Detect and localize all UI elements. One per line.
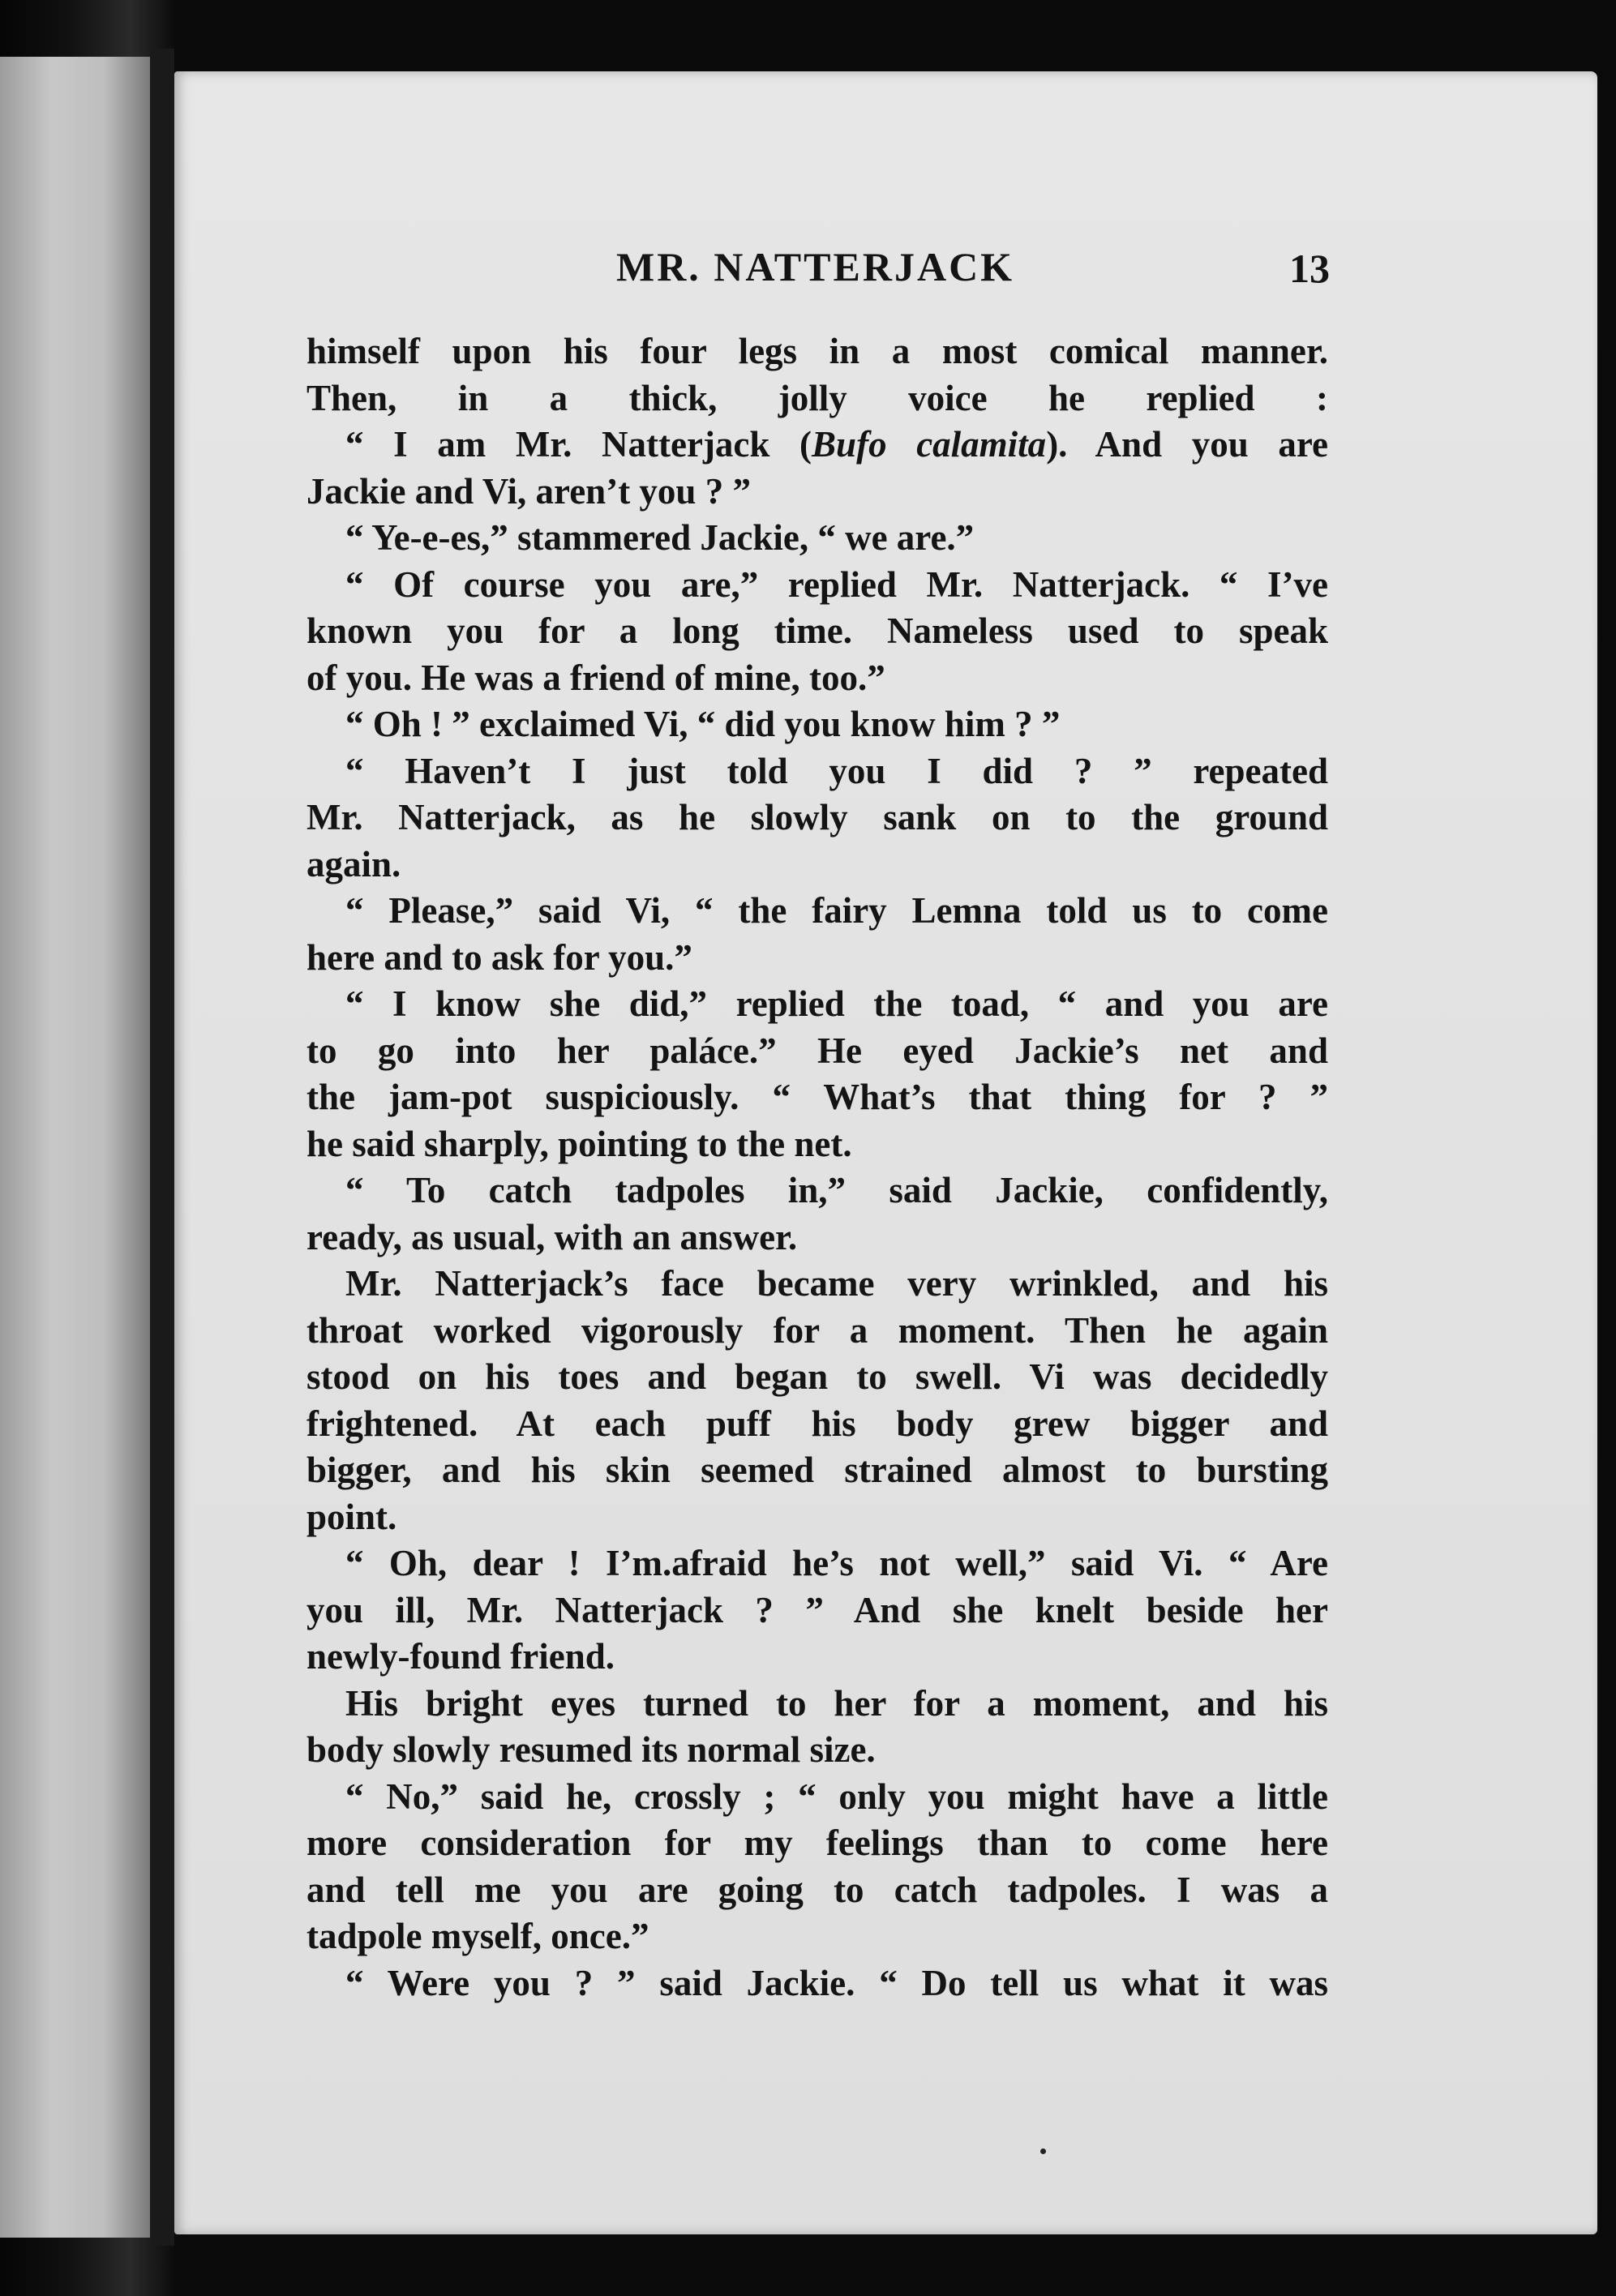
text-line: tadpole myself, once.” xyxy=(306,1916,649,1956)
page-number: 13 xyxy=(1289,246,1330,291)
text-line: of you. He was a friend of mine, too.” xyxy=(306,657,885,698)
text-line: ready, as usual, with an answer. xyxy=(306,1216,798,1257)
text-line: “ No,” said he, crossly ; “ only you might have a little xyxy=(345,1776,1328,1817)
text-line: himself upon his four legs in a most comical manner. Then, in a thick, jolly voice he replied : xyxy=(306,331,1328,418)
text-line: Jackie and Vi, aren’t you ? ” xyxy=(306,470,751,512)
running-title: MR. NATTERJACK xyxy=(616,244,1015,289)
text-line: newly-found friend. xyxy=(306,1636,615,1677)
dust-speck xyxy=(1040,2148,1046,2154)
text-line: more consideration for my feelings than to come here xyxy=(306,1823,1328,1863)
text-line: “ I am Mr. Natterjack (Bufo calamita). And you are xyxy=(345,424,1329,465)
text-line: known you for a long time. Nameless used to speak xyxy=(306,610,1328,651)
text-line: “ To catch tadpoles in,” said Jackie, confidently, xyxy=(345,1170,1328,1210)
text-line: “ Haven’t I just told you I did ? ” repeated xyxy=(345,750,1328,791)
text-line: “ I know she did,” replied the toad, “ and you are xyxy=(345,983,1328,1024)
text-line: throat worked vigorously for a moment. Then he again xyxy=(306,1309,1328,1351)
text-line: “ Ye-e-es,” stammered Jackie, “ we are.” xyxy=(345,517,975,558)
text-line: the jam-pot suspiciously. “ What’s that thing for ? ” xyxy=(306,1077,1328,1117)
text-line: you ill, Mr. Natterjack ? ” And she knelt beside her xyxy=(306,1589,1328,1630)
body-text xyxy=(306,328,1328,2007)
text-line: Mr. Natterjack, as he slowly sank on to the ground xyxy=(306,797,1328,837)
italic-species-name: Bufo calamita xyxy=(812,424,1047,465)
text-line: here and to ask for you.” xyxy=(306,936,692,978)
page-header xyxy=(446,243,1354,300)
text-line: bigger, and his skin seemed strained almost to bursting xyxy=(306,1450,1328,1490)
text-line: Mr. Natterjack’s face became very wrinkled, and his xyxy=(345,1263,1328,1304)
text-line: “ Of course you are,” replied Mr. Natterjack. “ I’ve xyxy=(345,563,1328,605)
text-line: “ Oh ! ” exclaimed Vi, “ did you know him ? ” xyxy=(345,704,1061,744)
text-line: to go into her paláce.” He eyed Jackie’s net and xyxy=(306,1030,1328,1071)
text-line: “ Please,” said Vi, “ the fairy Lemna told us to come xyxy=(345,890,1328,931)
text-line: frightened. At each puff his body grew bigger and xyxy=(306,1403,1328,1444)
text-line: stood on his toes and began to swell. Vi was decidedly xyxy=(306,1356,1328,1397)
text-line: he said sharply, pointing to the net. xyxy=(306,1123,852,1164)
text-line: body slowly resumed its normal size. xyxy=(306,1729,876,1770)
left-page-edge xyxy=(0,57,150,2238)
text-line: “ Were you ? ” said Jackie. “ Do tell us what it was xyxy=(345,1962,1328,2003)
text-line: “ Oh, dear ! I’m.afraid he’s not well,” said Vi. “ Are xyxy=(345,1543,1328,1583)
book-gutter xyxy=(150,49,174,2246)
text-line: His bright eyes turned to her for a moment, and his xyxy=(345,1682,1328,1724)
text-line: point. xyxy=(306,1496,397,1537)
text-line: again. xyxy=(306,843,401,885)
text-line: and tell me you are going to catch tadpoles. I was a xyxy=(306,1869,1328,1910)
